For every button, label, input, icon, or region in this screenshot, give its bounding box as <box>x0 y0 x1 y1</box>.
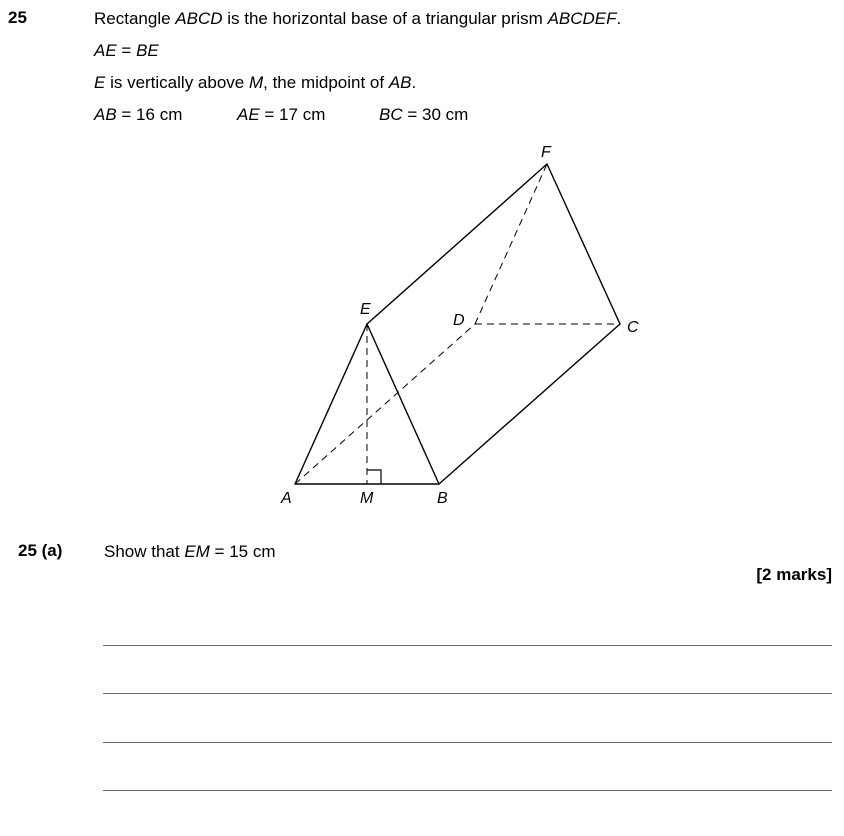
answer-line-1[interactable] <box>103 645 832 646</box>
intro-text: Rectangle <box>94 9 176 28</box>
vertex-label-c: C <box>627 319 639 336</box>
midpoint-m: M <box>248 73 264 92</box>
edge-bc <box>439 324 620 484</box>
answer-line-4[interactable] <box>103 790 832 791</box>
midpoint-e: E <box>94 73 106 92</box>
intro-rest: is the horizontal base of a triangular prism <box>222 9 548 28</box>
measurement-ae-value: = 17 cm <box>259 105 326 124</box>
measurement-ab-name: AB <box>94 105 117 124</box>
edge-be <box>367 324 439 484</box>
midpoint-text: is vertically above <box>105 73 249 92</box>
midpoint-ab: AB <box>388 73 412 92</box>
edge-ad-hidden <box>295 324 475 484</box>
equality-sign: = <box>116 41 137 60</box>
vertex-label-e: E <box>360 301 371 318</box>
equality-right: BE <box>136 41 159 60</box>
vertex-label-b: B <box>437 490 448 507</box>
vertex-label-m: M <box>360 490 374 507</box>
marks-badge: [2 marks] <box>756 565 832 584</box>
edge-ef <box>367 164 547 324</box>
edge-fc <box>547 164 620 324</box>
midpoint-text2: , the midpoint of <box>263 73 389 92</box>
part-a-prompt <box>104 542 276 562</box>
right-angle-marker <box>367 470 381 484</box>
answer-line-2[interactable] <box>103 693 832 694</box>
measurement-bc-name: BC <box>379 105 403 124</box>
edge-df-hidden <box>475 164 547 324</box>
vertex-label-d: D <box>453 312 465 329</box>
measurement-ab-value: = 16 cm <box>116 105 183 124</box>
intro-prism-name: ABCDEF <box>547 9 617 28</box>
intro-end: . <box>616 9 622 28</box>
midpoint-end: . <box>411 73 417 92</box>
part-a-prompt-text: Show that <box>104 542 185 561</box>
edge-ae <box>295 324 367 484</box>
part-a-label: 25 (a) <box>18 541 63 560</box>
vertex-label-f: F <box>541 144 551 161</box>
part-a-prompt-rest: = 15 cm <box>209 542 276 561</box>
measurement-ae-name: AE <box>237 105 260 124</box>
measurement-bc-value: = 30 cm <box>402 105 469 124</box>
intro-rectangle-name: ABCD <box>175 9 223 28</box>
answer-line-3[interactable] <box>103 742 832 743</box>
part-a-prompt-em: EM <box>184 542 210 561</box>
equality-left: AE <box>94 41 117 60</box>
question-number: 25 <box>8 8 27 27</box>
vertex-label-a: A <box>281 490 292 507</box>
